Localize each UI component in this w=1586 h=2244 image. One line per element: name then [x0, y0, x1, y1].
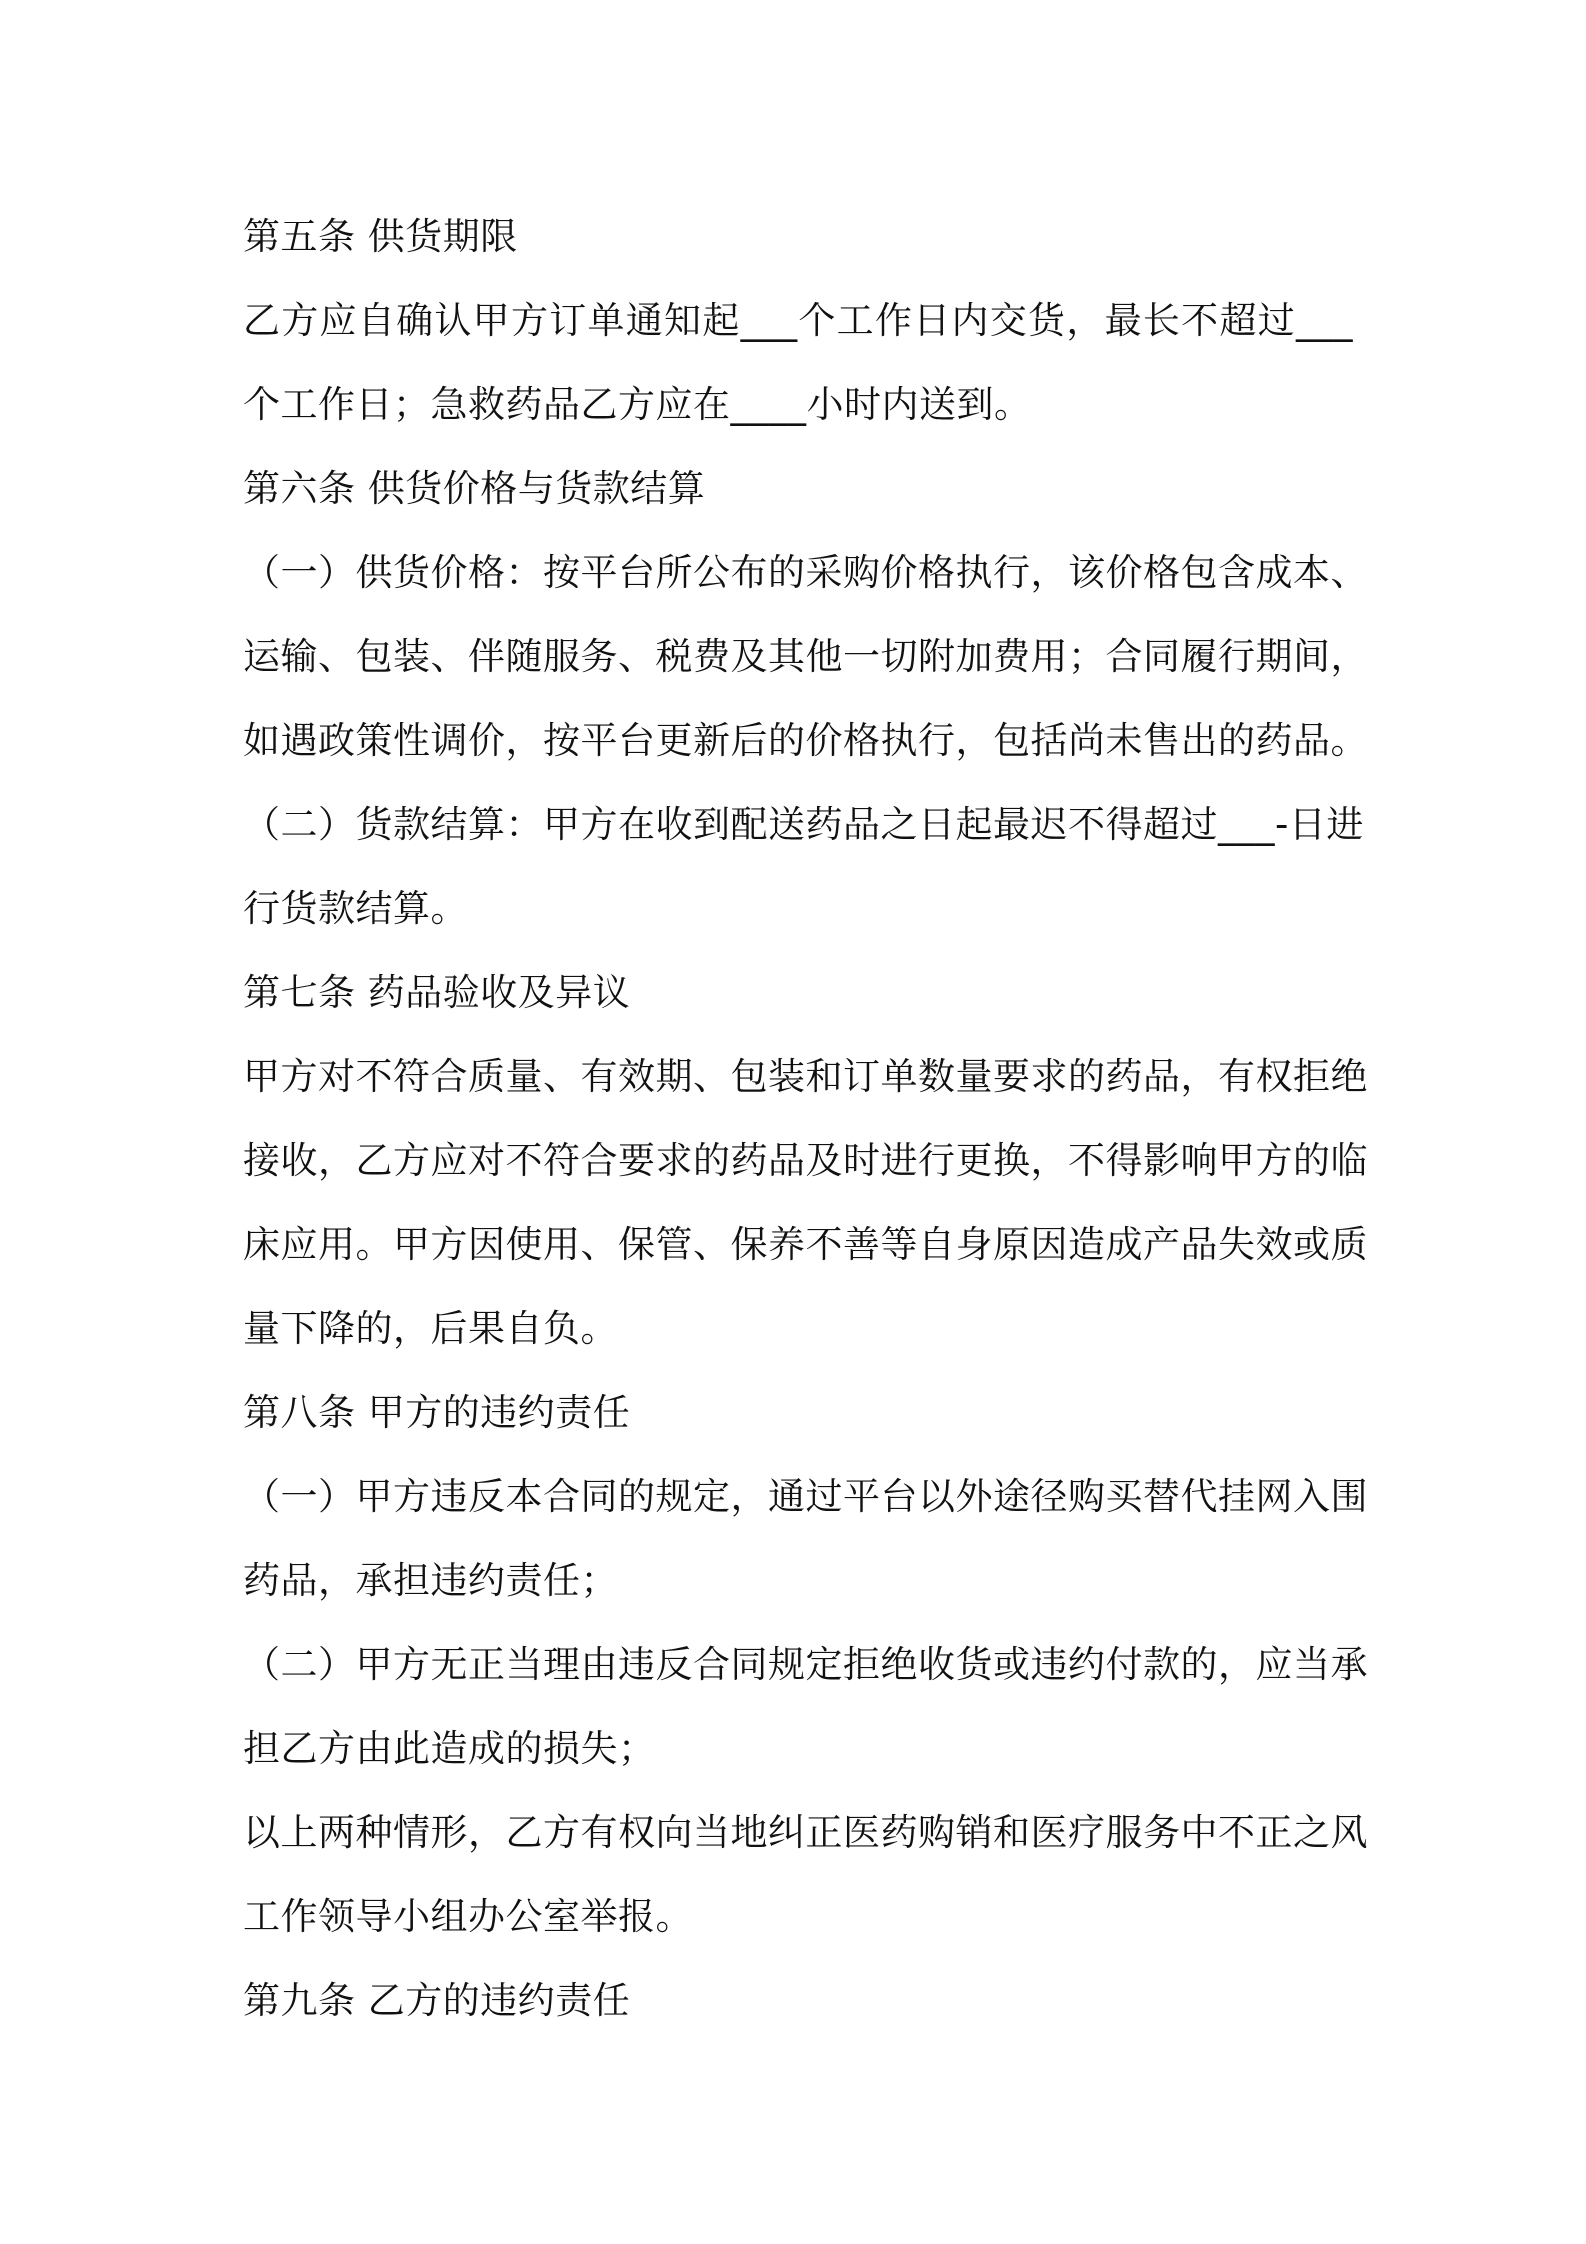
article-8-heading: 第八条 甲方的违约责任: [243, 1391, 631, 1434]
article-6-line-2: 运输、包装、伴随服务、税费及其他一切附加费用；合同履行期间，: [243, 635, 1368, 678]
article-8-line-4: 担乙方由此造成的损失；: [243, 1727, 656, 1770]
article-6-line-3: 如遇政策性调价，按平台更新后的价格执行，包括尚未售出的药品。: [243, 719, 1368, 762]
article-6-heading: 第六条 供货价格与货款结算: [243, 467, 706, 510]
article-9-heading: 第九条 乙方的违约责任: [243, 1979, 631, 2022]
article-6-line-4: （二）货款结算：甲方在收到配送药品之日起最迟不得超过___-日进: [243, 803, 1364, 846]
article-8-line-2: 药品，承担违约责任；: [243, 1559, 618, 1602]
article-8-line-1: （一）甲方违反本合同的规定，通过平台以外途径购买替代挂网入围: [243, 1475, 1368, 1518]
article-5-heading: 第五条 供货期限: [243, 215, 518, 258]
article-8-line-3: （二）甲方无正当理由违反合同规定拒绝收货或违约付款的，应当承: [243, 1643, 1368, 1686]
article-7-line-1: 甲方对不符合质量、有效期、包装和订单数量要求的药品，有权拒绝: [243, 1055, 1368, 1098]
document-body: [243, 195, 1368, 2043]
article-7-heading: 第七条 药品验收及异议: [243, 971, 631, 1014]
article-5-line-1: 乙方应自确认甲方订单通知起___个工作日内交货，最长不超过___: [243, 299, 1353, 342]
article-7-line-2: 接收，乙方应对不符合要求的药品及时进行更换，不得影响甲方的临: [243, 1139, 1368, 1182]
article-5-line-2: 个工作日；急救药品乙方应在____小时内送到。: [243, 383, 1032, 426]
article-7-line-3: 床应用。甲方因使用、保管、保养不善等自身原因造成产品失效或质: [243, 1223, 1368, 1266]
article-7-line-4: 量下降的，后果自负。: [243, 1307, 618, 1350]
article-6-line-1: （一）供货价格：按平台所公布的采购价格执行，该价格包含成本、: [243, 551, 1368, 594]
article-8-line-6: 工作领导小组办公室举报。: [243, 1895, 693, 1938]
article-8-line-5: 以上两种情形，乙方有权向当地纠正医药购销和医疗服务中不正之风: [243, 1811, 1368, 1854]
article-6-line-5: 行货款结算。: [243, 887, 468, 930]
